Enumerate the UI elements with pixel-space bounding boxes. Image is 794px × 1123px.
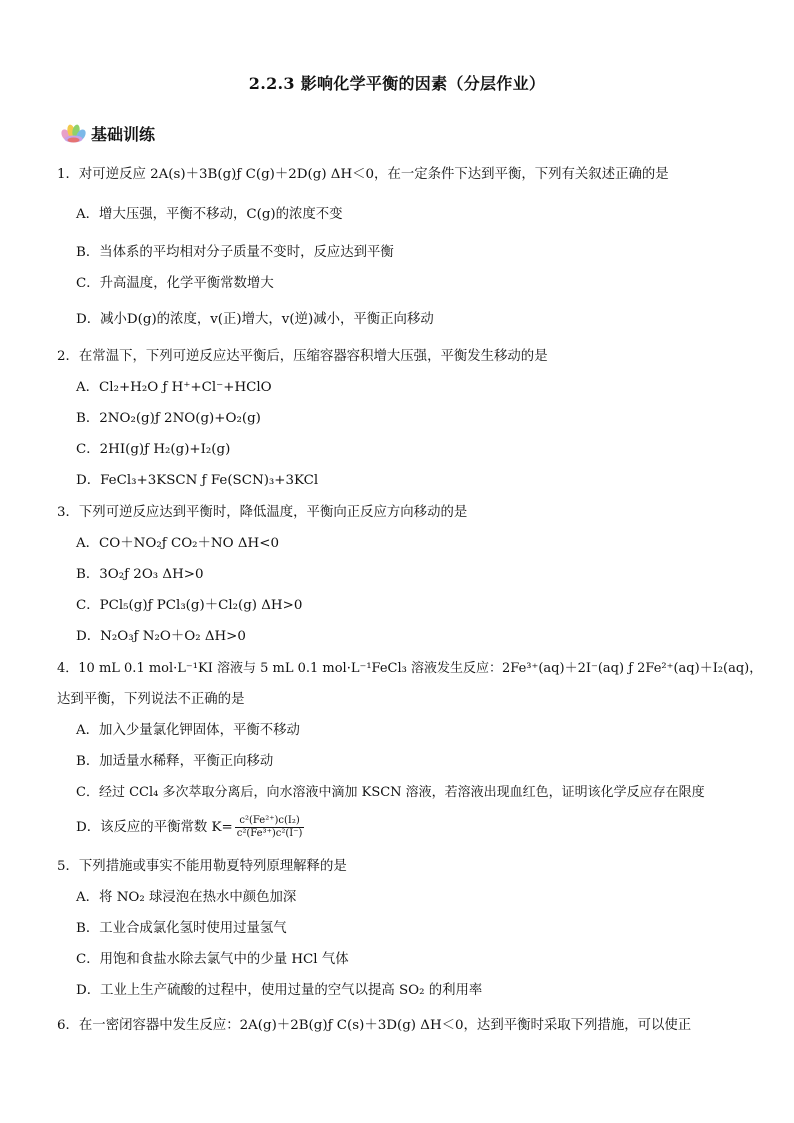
question-4-option-d-prefix: D．该反应的平衡常数 K=: [76, 820, 233, 835]
question-6-stem: 6．在一密闭容器中发生反应：2A(g)＋2B(g)ƒ C(s)＋3D(g) ΔH＜0，达到平衡时采取下列措施，可以使正: [57, 1018, 692, 1033]
question-5-option-c: C．用饱和食盐水除去氯气中的少量 HCl 气体: [76, 952, 349, 967]
question-3-option-c: C．PCl₅(g)ƒ PCl₃(g)＋Cl₂(g) ΔH>0: [76, 598, 303, 613]
question-1-option-d: D．减小D(g)的浓度，v(正)增大，v(逆)减小，平衡正向移动: [76, 312, 434, 327]
page-title: 2.2.3 影响化学平衡的因素（分层作业）: [248, 74, 546, 93]
equilibrium-constant-fraction: [235, 815, 305, 840]
question-2-option-a: A．Cl₂+H₂O ƒ H⁺+Cl⁻+HClO: [76, 380, 272, 395]
question-1-option-b: B．当体系的平均相对分子质量不变时，反应达到平衡: [76, 245, 394, 260]
fraction-numerator: c²(Fe²⁺)c(I₂): [235, 815, 305, 828]
question-4-option-b: B．加适量水稀释，平衡正向移动: [76, 754, 274, 769]
section-title: 基础训练: [91, 124, 156, 144]
section-header: [60, 121, 155, 145]
question-3-option-d: D．N₂O₃ƒ N₂O＋O₂ ΔH>0: [76, 629, 246, 644]
question-5-option-d: D．工业上生产硫酸的过程中，使用过量的空气以提高 SO₂ 的利用率: [76, 983, 483, 998]
question-5-option-a: A．将 NO₂ 球浸泡在热水中颜色加深: [76, 890, 297, 905]
question-4-stem-line-1: 4．10 mL 0.1 mol·L⁻¹KI 溶液与 5 mL 0.1 mol·L⁻¹FeCl₃ 溶液发生反应：2Fe³⁺(aq)＋2I⁻(aq) ƒ 2Fe²⁺(aq)＋I₂(aq)，: [57, 661, 763, 676]
question-2-option-c: C．2HI(g)ƒ H₂(g)+I₂(g): [76, 442, 231, 457]
question-2-option-b: B．2NO₂(g)ƒ 2NO(g)+O₂(g): [76, 411, 261, 426]
question-5-stem: 5．下列措施或事实不能用勒夏特列原理解释的是: [57, 859, 347, 874]
question-3-stem: 3．下列可逆反应达到平衡时，降低温度，平衡向正反应方向移动的是: [57, 505, 468, 520]
question-1-option-c: C．升高温度，化学平衡常数增大: [76, 276, 274, 291]
question-3-option-b: B．3O₂ƒ 2O₃ ΔH>0: [76, 567, 204, 582]
question-2-stem: 2．在常温下，下列可逆反应达平衡后，压缩容器容积增大压强，平衡发生移动的是: [57, 349, 548, 364]
question-1-stem: 1．对可逆反应 2A(s)＋3B(g)ƒ C(g)＋2D(g) ΔH＜0，在一定条件下达到平衡，下列有关叙述正确的是: [57, 167, 669, 182]
question-4-stem-line-2: 达到平衡，下列说法不正确的是: [57, 692, 245, 707]
question-4-option-c: C．经过 CCl₄ 多次萃取分离后，向水溶液中滴加 KSCN 溶液，若溶液出现血红色，证明该化学反应存在限度: [76, 785, 705, 800]
question-3-option-a: A．CO＋NO₂ƒ CO₂＋NO ΔH<0: [76, 536, 279, 551]
question-4-option-d: [76, 813, 304, 843]
fraction-denominator: c²(Fe³⁺)c²(I⁻): [236, 828, 303, 839]
question-2-option-d: D．FeCl₃+3KSCN ƒ Fe(SCN)₃+3KCl: [76, 473, 319, 488]
question-5-option-b: B．工业合成氯化氢时使用过量氢气: [76, 921, 287, 936]
question-1-option-a: A．增大压强，平衡不移动，C(g)的浓度不变: [76, 207, 343, 222]
flower-icon: [60, 122, 86, 144]
question-4-option-a: A．加入少量氯化钾固体，平衡不移动: [76, 723, 300, 738]
